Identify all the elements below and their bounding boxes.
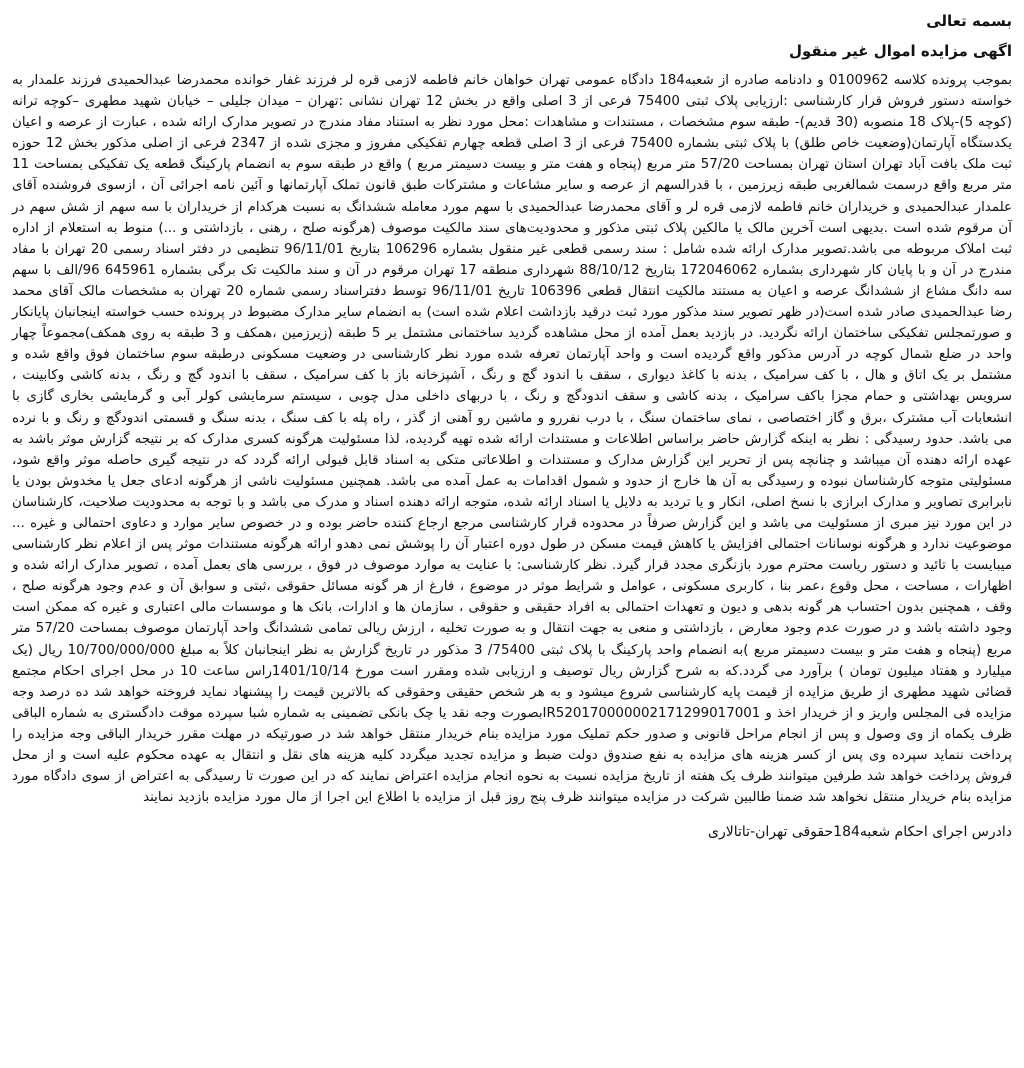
document-title: اگهی مزایده اموال غیر منقول xyxy=(788,42,1012,60)
signature-line: دادرس اجرای احکام شعبه184حقوقی تهران-تاتالاری xyxy=(708,824,1012,841)
document-heading-bismillah: بسمه تعالی xyxy=(926,12,1012,30)
notice-body-text: بموجب پرونده کلاسه 0100962 و دادنامه صادره از شعبه184 دادگاه عمومی تهران خواهان خانم فاطمه لازمی قره لر فرزند غفار خوانده محمدرضا عبدالحمیدی فرزند علمدار به خواسته دستور فروش قرار کارشناسی :ارزیابی پلاک ثبتی 75400 فرعی از 3 اصلی واقع در بخش 12 تهران نشانی :تهران – میدان جلیلی – خیابان شهید مطهری –کوچه ترانه (کوچه 5)-پلاک 18 منصوبه (30 قدیم)- طبقه سوم مشخصات ، مستندات و مشاهدات :محل مورد نظر به استناد مفاد مندرج در تصویر مدارک ارائه شده ، عبارت از عرصه و اعیان یکدستگاه آپارتمان(وضعیت خاص طلق) با پلاک ثبتی بشماره 75400 فرعی از 3 اصلی قطعه چهارم تفکیکی مفروز و مجزی شده از 2347 فرعی از اصلی مذکور بخش 12 حوزه ثبت ملک بافت آباد تهران استان تهران بمساحت 57/20 متر مربع (پنجاه و هفت متر و بیست دسیمتر مربع ) واقع در طبقه سوم به انضمام پارکینگ قطعه یک تفکیکی بمساحت 11 متر مربع واقع درسمت شمالغربی طبقه زیرزمین ، با قدرالسهم از عرصه و سایر مشاعات و مشترکات طبق قانون تملک آپارتمانها و آئین نامه اجرائی آن ، ازسوی فروشنده آقای علمدار عبدالحمیدی و خریداران خانم فاطمه لازمی قره لر و آقای محمدرضا عبدالحمیدی با سهم مورد معامله ششدانگ به نسبت هرکدام از خریداران با سه سهم از شش سهم در آن مرقوم شده است .بدیهی است آخرین مالک یا مالکین پلاک ثبتی مذکور و محدودیت‌های سند مالکیت موصوف (هرگونه صلح ، رهنی ، بازداشتی و ...) منوط به استعلام از اداره ثبت املاک مربوطه می باشد.تصویر مدارک ارائه شده شامل : سند رسمی قطعی غیر منقول بشماره 106296 بتاریخ 96/11/01 تنظیمی در دفتر اسناد رسمی 20 تهران با مفاد مندرج در آن و با پایان کار شهرداری بشماره 172046062 بتاریخ 88/10/12 شهرداری منطقه 17 تهران مرقوم در آن و سند مالکیت تک برگی بشماره 645961 96/الف با سهم سه دانگ مشاع از ششدانگ عرصه و اعیان به مستند مالکیت انتقال قطعی 106396 تاریخ 96/11/01 توسط دفتراسناد رسمی شماره 20 تهران به مشخصات مالک آقای محمد رضا عبدالحمیدی صادر شده است(در ظهر تصویر سند مذکور مورد ثبت درقید بازداشت اعلام شده است) به انضمام سایر مدارک مضبوط در پرونده حسب خواسته اینجانبان پایانکار و صورتمجلس تفکیکی ساختمان ارائه نگردید. در بازدید بعمل آمده از محل مشاهده گردید ساختمانی مشتمل بر 5 طبقه (زیرزمین ،همکف و 3 طبقه به روی همکف)مجموعاً چهار واحد در ضلع شمال کوچه در آدرس مذکور واقع گردیده است و واحد آپارتمان تعرفه شده مورد نظر کارشناسی در وضعیت مسکونی درطبقه سوم ساختمان فوق واقع شده و مشتمل بر یک اتاق و هال ، با کف سرامیک ، بدنه با کاغذ دیواری ، سقف با اندود گچ و رنگ ، آشپزخانه باز با کف سرامیک ، سقف با اندود گچ و رنگ ، بدنه کاشی وکابینت ، سرویس بهداشتی و حمام مجزا باکف سرامیک ، بدنه کاشی و سقف اندودگچ و رنگ ، با دربهای داخلی مدل چوبی ، سیستم سرمایشی کولر آبی و گرمایشی بخاری گازی با انشعابات آب مشترک ،برق و گاز اختصاصی ، نمای ساختمان سنگ ، با درب نفررو و ماشین رو آهنی از گذر ، راه پله با کف سنگ ، بدنه سنگ و قسمتی اندودگچ و رنگ و با نرده می باشد. حدود رسیدگی : نظر به اینکه گزارش حاضر براساس اطلاعات و مستندات ارائه شده تهیه گردیده، لذا مسئولیت هرگونه کسری مدارک که بر نتیجه گزارش موثر باشد به عهده ارائه دهنده آن میباشد و چنانچه پس از تحریر این گزارش مدارک و مستندات و اطلاعاتی متکی به اسناد قابل قبولی ارائه گردد که در نتیجه گیری حاصله موثر واقع شود، مسئولیتی متوجه کارشناسان نبوده و رسیدگی به آن ها خارج از حدود و شمول اقدامات به عمل آمده می باشد. همچنین مسئولیت ناشی از هرگونه ادعای جعل یا مخدوش بودن یا نابرابری تصاویر و مدارک ابرازی با نسخ اصلی، انکار و یا تردید به دلایل یا اسناد ارائه شده، متوجه ارائه دهنده اسناد و مدرک می باشد و با توجه به محدودیت صلاحیت، کارشناسان در این مورد نیز مبری از مسئولیت می باشد و این گزارش صرفاً در محدوده قرار کارشناسی مرجع ارجاع کننده حاضر بوده و در خصوص سایر موارد و دعاوی احتمالی و غیره ... موضوعیت ندارد و هرگونه نوسانات احتمالی افزایش یا کاهش قیمت مسکن در طول دوره اعتبار آن را پوشش نمی دهدو ارائه هرگونه مستندات موثر پس از اعلام نظر کارشناسی میبایست با تائید و دستور ریاست محترم مورد بازنگری مجدد قرار گیرد. نظر کارشناسی: با عنایت به موارد موصوف در فوق ، بررسی های بعمل آمده ، تصویر مدارک ارائه شده و اظهارات ، مساحت ، محل وقوع ،عمر بنا ، کاربری مسکونی ، عوامل و شرایط موثر در موضوع ، فارغ از هر گونه مسائل حقوقی ،ثبتی و سوابق آن و عدم وجود هرگونه صلح ، وقف ، همچنین بدون احتساب هر گونه بدهی و دیون و تعهدات احتمالی به افراد حقیقی و حقوقی ، سازمان ها و ادارات، بانک ها و موسسات مالی اعتباری و غیره که ممکن است وجود داشته باشد و در صورت عدم وجود معارض ، بازداشتی و منعی به جهت انتقال و به صورت تخلیه ، ارزش ریالی تمامی ششدانگ واحد آپارتمان موصوف بمساحت 57/20 متر مربع (پنجاه و هفت متر و بیست دسیمتر مربع )به انضمام واحد پارکینگ با پلاک ثبتی 75400/ 3 مذکور در تاریخ گزارش به نظر اینجانبان کلاً به مبلغ 10/700/000/000 ریال (یک میلیارد و هفتاد میلیون تومان ) برآورد می گردد.که به شرح گزارش ریال توصیف و ارزیابی شده ومقرر است مورخ 1401/10/14راس ساعت 10 در محل اجرای احکام مجتمع قضائی شهید مطهری از طریق مزایده از قیمت پایه کارشناسی شروع میشود و به هر شخص حقیقی وحقوقی که بالاترین قیمت را پیشنهاد نماید فروخته خواهد شد ده درصد وجه مزایده فی المجلس واریز و از خریدار اخذ و IR520170000002171299017001بصورت وجه نقد یا چک بانکی تضمینی به شماره شبا سپرده موقت دادگستری به شماره الباقی ظرف یکماه از وی وصول و پس از انجام مراحل قانونی و صدور حکم تملیک مورد مزایده بنام خریدار منتقل خواهد شد در صورتیکه در مهلت مقرر خریدار الباقی وجه مزایده را پرداخت ننماید سپرده وی پس از کسر هزینه های مزایده به نفع صندوق دولت ضبط و مزایده تجدید میگردد کلیه هزینه های نقل و انتقال به عهده محکوم علیه است و از محل فروش پرداخت خواهد شد طرفین میتوانند ظرف یک هفته از تاریخ مزایده نسبت به نحوه انجام مزایده اعتراض نمایند که در این صورت تا رسیدگی به اعتراض از سوی دادگاه مورد مزایده بنام خریدار منتقل نخواهد شد ضمنا طالبین شرکت در مزایده میتوانند ظرف پنج روز قبل از مزایده با اطلاع این اجرا از مال مورد مزایده بازدید نمایند xyxy=(12,73,1013,806)
